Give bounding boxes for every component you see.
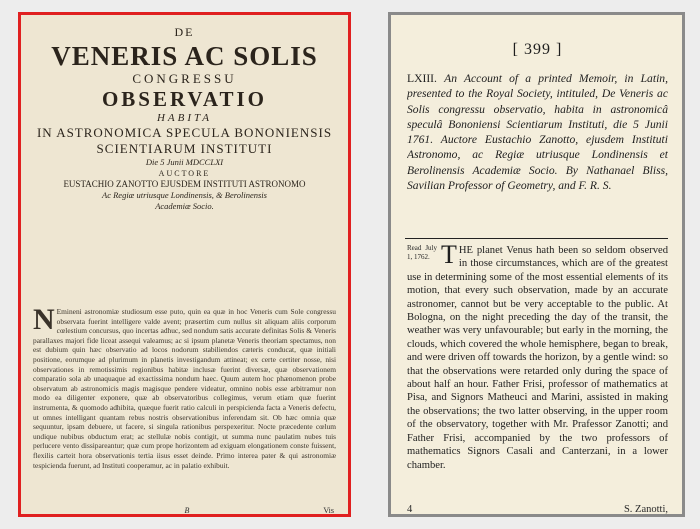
- title-society-1: Ac Regiæ utriusque Londinensis, & Berolinensis: [102, 190, 267, 200]
- read-dateline: Read July 1, 1762.: [407, 244, 437, 261]
- signature-number: 4: [407, 504, 413, 515]
- latin-dropcap: N: [33, 307, 55, 336]
- account-body: [407, 244, 668, 484]
- title-date: Die 5 Junii MDCCLXI: [145, 157, 224, 167]
- article-number: LXIII.: [407, 72, 437, 85]
- english-dropcap: T: [441, 244, 457, 269]
- title-line-4: HABITA: [156, 112, 213, 124]
- page-number: [ 399 ]: [512, 41, 563, 58]
- title-line-5: IN ASTRONOMICA SPECULA BONONIENSIS: [36, 125, 333, 140]
- title-author: EUSTACHIO ZANOTTO EJUSDEM INSTITUTI ASTRONOMO: [63, 179, 306, 189]
- catchword: S. Zanotti,: [623, 504, 668, 515]
- title-line-2: CONGRESSU: [132, 71, 237, 86]
- latin-signature-mark: B: [184, 506, 190, 515]
- title-society-2: Academiæ Socio.: [155, 201, 214, 211]
- heading-divider: [405, 238, 668, 239]
- latin-body-paragraph: Emineni astronomiæ studiosum esse puto, quin ea quæ in hoc Veneris cum Sole congressu observata fuerint intelligere valde avent; præsertim cum nullus sit aliquam aliis corporum cœlestium concursus, quo incertas adhuc, sed nondum satis accurate definitas Solis & Veneris parallaxes majori fide liceat assequi valeamus; ac si ipsum planetæ Veneris theoriam spectamus, non est dubium quin hæc observatio ad locos nodorum stabiliendos cæteris conducat, quæ initiali positione, eorumque ad plurimum in planetis investigandum attineat; ex certe certiter nosse, nisi observationes in remotissimis regionibus habitæ inclusæ fuerint diversæ, quæ observationem comparatio sola ab unaquaque ad exactissima nondum haec. Quum autem hoc phænomenon probe observatum ab astronomicis magis magisque pendere videatur, omnino nobis esse arbitramur non modo ea diligenter exponere, quæ ab observatoribus collegimus, verum etiam quæ fuerint instrumenta, & quomodo adhibita, quæque fuerit ratio calculi in perspicienda facta a Veneris defectu, ut omnes intelligant quantam rebus nostris observationibus inferendam sit. Ob hæc omnia quæ sequuntur, ipsam debuere, ut facere, si singula rationibus perspexeritur. Nocte præcedente cœlum undique nubibus obductum erat; ac stellulæ nobis contigit, ut summa nunc paulatim nubes tuis perlucere vento dissipareantur; quæ cum prope horizontem ad exiguam elongationem conste fuissent, flexilis carteit hora observationis tertia iisus esset deinde. Primo interea pater & qui astronomiæ tespicienda fuerunt, ad Instituti cooperamur, ac in palatio exhibuit.: [33, 307, 336, 470]
- title-line-3: OBSERVATIO: [101, 87, 268, 111]
- latin-body-text: [33, 307, 336, 492]
- title-auctore: AUCTORE: [158, 169, 211, 178]
- title-line-1: VENERIS AC SOLIS: [51, 41, 318, 71]
- account-body-text: HE planet Venus hath been so seldom observed in those circumstances, which are of the greatest use in determining some of the most essential elements of its motion, that every such observation, made by an accurate astronomer, cannot but be very acceptable to the public. At Bologna, on the night preceding the day of the transit, the weather was very unfavourable; but early in the morning, the clouds, which covered the whole hemisphere, began to break, and were driven off towards the horizon, by a gentle wind: so that the observations were retarded only during the space of about half an hour. Father Frisi, professor of mathematics at Pisa, and Signors Matheuci and Marini, assisted in making the observations; the two latter observing, in the upper room of the observatory, together with Mr. Prafessor Zanotti; and Father Frisi, accompanied by the two professors of mathematics Signors Casali and Canterzani, in a lower chamber.: [407, 245, 668, 471]
- latin-title-page-panel: [18, 12, 351, 517]
- account-heading-text: An Account of a printed Memoir, in Latin, presented to the Royal Society, intituled, De Veneris ac Solis congressu observatio, habita in astronomicâ speculâ Bononiensi Scientiarum Instituti, die 5 Junii 1761. Auctore Eustachio Zanotto, ejusdem Instituti Astronomo, ac Regiæ utriusque Londinensis et Berolinensis Academiæ Socio. By Nathanael Bliss, Savilian Professor of Geometry, and F. R. S.: [407, 72, 668, 193]
- english-account-page-panel: [388, 12, 685, 517]
- account-heading: [407, 71, 668, 237]
- latin-title-block: [27, 25, 342, 212]
- latin-catchword: Vis: [323, 506, 334, 515]
- title-line-6: SCIENTIARUM INSTITUTI: [96, 141, 273, 156]
- title-de: DE: [174, 25, 195, 39]
